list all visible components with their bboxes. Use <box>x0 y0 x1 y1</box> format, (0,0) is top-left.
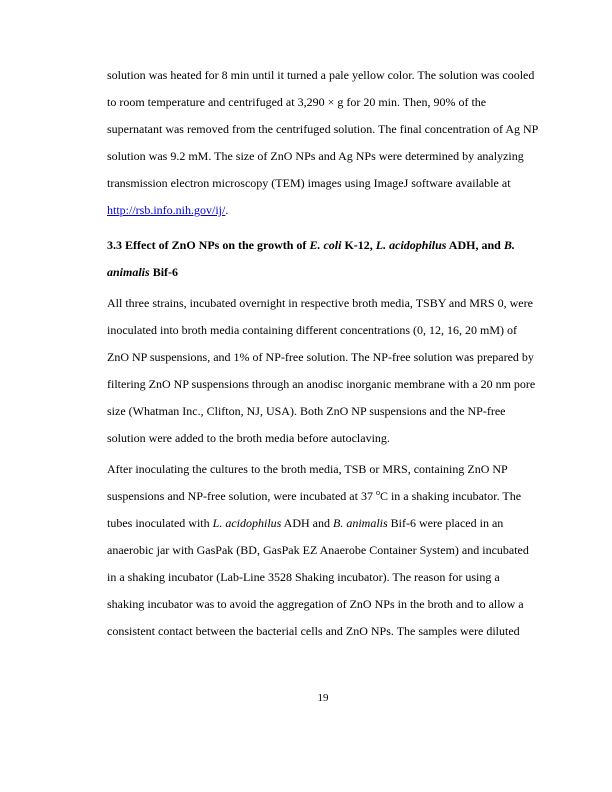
para1-text: solution was heated for 8 min until it turned a pale yellow color. The solution was cooled to room temperature and centrifuged at 3,290 × g for 20 min. Then, 90% of the supernatant was removed from the centrifuged solution. The final concentration of Ag NP solution was 9.2 mM. The size of ZnO NPs and Ag NPs were determined by analyzing transmission electron microscopy (TEM) images using ImageJ software available at <box>107 68 538 190</box>
heading-text: ADH, and <box>446 238 504 252</box>
paragraph-agnp-methods <box>107 62 539 224</box>
heading-text: 3.3 Effect of ZnO NPs on the growth of <box>107 238 310 252</box>
page-number: 19 <box>317 692 329 704</box>
degree-superscript: o <box>375 488 380 497</box>
para1-period: . <box>225 203 229 217</box>
para3-text: C in a shaking incubator. The tubes inoculated with <box>107 489 522 530</box>
heading-text: K-12, <box>341 238 376 252</box>
para3-species-lacidophilus: L. acidophilus <box>212 516 282 530</box>
heading-species-lacidophilus: L. acidophilus <box>375 238 447 252</box>
paragraph-strain-inoculation <box>107 290 539 452</box>
para2-text: All three strains, incubated overnight in respective broth media, TSBY and MRS 0, were inoculated into broth media containing different concentrations (0, 12, 16, 20 mM) of ZnO NP suspensions, and 1% of NP-free solution. The NP-free solution was prepared by filtering ZnO NP suspensions through an anodisc inorganic membrane with a 20 nm pore size (Whatman Inc., Clifton, NJ, USA). Both ZnO NP suspensions and the NP-free solution were added to the broth media before autoclaving. <box>107 296 536 445</box>
para3-text: Bif-6 were placed in an anaerobic jar with GasPak (BD, GasPak EZ Anaerobe Container System) and incubated in a shaking incubator (Lab-Line 3528 Shaking incubator). The reason for using a shaking incubator was to avoid the aggregation of ZnO NPs in the broth and to allow a consistent contact between the bacterial cells and ZnO NPs. The samples were diluted <box>107 516 529 638</box>
heading-text: Bif-6 <box>149 265 179 279</box>
para3-species-banimalis: B. animalis <box>333 516 388 530</box>
imagej-url-link[interactable]: http://rsb.info.nih.gov/ij/ <box>107 203 226 217</box>
heading-species-banimalis: B. animalis <box>107 238 515 279</box>
page-content <box>107 62 539 649</box>
section-heading-3-3 <box>107 232 539 286</box>
para3-text: After inoculating the cultures to the broth media, TSB or MRS, containing ZnO NP suspensions and NP-free solution, were incubated at 37 <box>107 462 508 503</box>
para3-text: ADH and <box>281 516 333 530</box>
heading-species-ecoli: E. coli <box>309 238 342 252</box>
paragraph-incubation <box>107 456 539 645</box>
